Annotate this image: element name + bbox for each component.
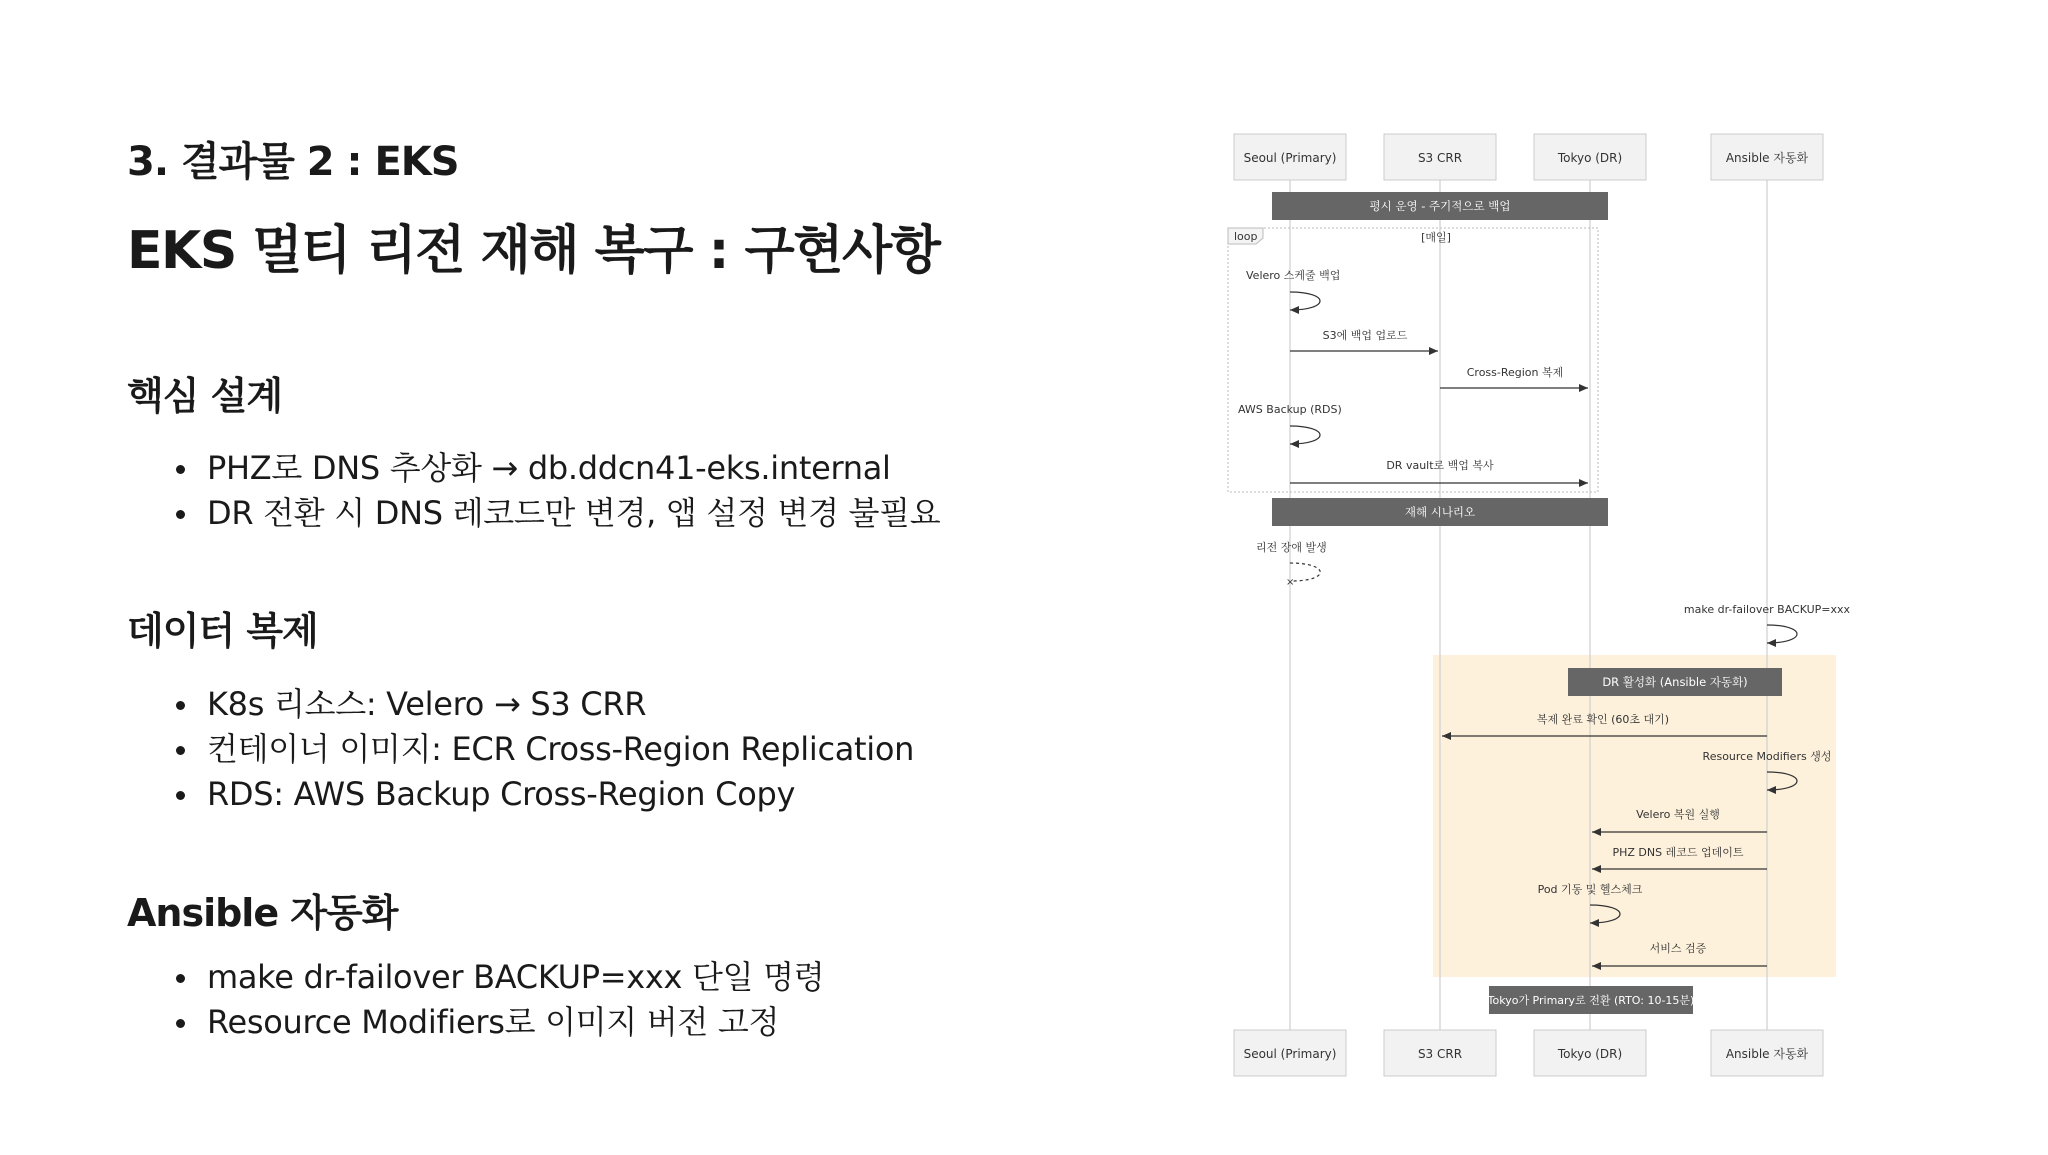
msg-s3-upload — [1290, 328, 1438, 351]
msg-velero-schedule — [1246, 268, 1340, 310]
loop-frame — [1228, 228, 1598, 492]
final-note — [1487, 986, 1695, 1014]
loop-condition: [매일] — [1421, 231, 1451, 244]
svg-text:Velero 스케줄 백업: Velero 스케줄 백업 — [1246, 269, 1341, 282]
svg-text:PHZ DNS 레코드 업데이트: PHZ DNS 레코드 업데이트 — [1612, 846, 1744, 859]
svg-text:Ansible 자동화: Ansible 자동화 — [1725, 1047, 1809, 1061]
participant-seoul — [1234, 1030, 1346, 1076]
list-item: K8s 리소스: Velero → S3 CRR — [207, 682, 914, 727]
svg-text:×: × — [1286, 577, 1295, 588]
svg-text:Tokyo가 Primary로 전환 (RTO: 10-15: Tokyo가 Primary로 전환 (RTO: 10-15분) — [1487, 994, 1695, 1007]
svg-text:DR 활성화 (Ansible 자동화): DR 활성화 (Ansible 자동화) — [1602, 675, 1748, 689]
page-title: EKS 멀티 리전 재해 복구 : 구현사항 — [127, 221, 940, 281]
participant-s3 — [1384, 134, 1496, 180]
sequence-diagram — [1200, 120, 1860, 1090]
svg-text:Tokyo (DR): Tokyo (DR) — [1557, 151, 1623, 165]
svg-text:AWS Backup (RDS): AWS Backup (RDS) — [1238, 403, 1342, 416]
participant-s3 — [1384, 1030, 1496, 1076]
participant-tokyo — [1534, 1030, 1646, 1076]
ansible-list — [127, 955, 824, 1045]
section-heading-ansible: Ansible 자동화 — [127, 891, 398, 935]
phase-activation-note — [1568, 668, 1782, 696]
svg-text:S3에 백업 업로드: S3에 백업 업로드 — [1322, 329, 1408, 342]
svg-text:Resource Modifiers 생성: Resource Modifiers 생성 — [1702, 750, 1832, 763]
section-heading-data-replication: 데이터 복제 — [127, 609, 318, 653]
data-replication-list — [127, 682, 914, 817]
list-item: DR 전환 시 DNS 레코드만 변경, 앱 설정 변경 불필요 — [207, 491, 940, 536]
svg-text:평시 운영 - 주기적으로 백업: 평시 운영 - 주기적으로 백업 — [1369, 199, 1511, 213]
dr-activation-region — [1433, 655, 1836, 977]
svg-text:서비스 검증: 서비스 검증 — [1649, 942, 1707, 955]
svg-text:Cross-Region 복제: Cross-Region 복제 — [1466, 366, 1564, 379]
participant-seoul — [1234, 134, 1346, 180]
phase-disaster-note — [1272, 498, 1608, 526]
svg-text:Tokyo (DR): Tokyo (DR) — [1557, 1047, 1623, 1061]
svg-text:Seoul (Primary): Seoul (Primary) — [1243, 151, 1337, 165]
svg-text:리전 장애 발생: 리전 장애 발생 — [1256, 541, 1327, 554]
participants-bottom — [1234, 1030, 1823, 1076]
list-item: PHZ로 DNS 추상화 → db.ddcn41-eks.internal — [207, 446, 940, 491]
svg-text:재해 시나리오: 재해 시나리오 — [1404, 505, 1476, 519]
loop-label: loop — [1234, 230, 1258, 243]
svg-text:Velero 복원 실행: Velero 복원 실행 — [1636, 808, 1720, 821]
section-heading-core-design: 핵심 설계 — [127, 374, 283, 418]
list-item: 컨테이너 이미지: ECR Cross-Region Replication — [207, 727, 914, 772]
svg-text:복제 완료 확인 (60초 대기): 복제 완료 확인 (60초 대기) — [1536, 713, 1670, 726]
core-design-list — [127, 446, 940, 536]
svg-text:make dr-failover BACKUP=xxx: make dr-failover BACKUP=xxx — [1683, 603, 1851, 616]
section-label: 3. 결과물 2 : EKS — [127, 139, 459, 185]
list-item: RDS: AWS Backup Cross-Region Copy — [207, 772, 914, 817]
svg-text:Pod 기동 및 헬스체크: Pod 기동 및 헬스체크 — [1537, 883, 1643, 896]
list-item: make dr-failover BACKUP=xxx 단일 명령 — [207, 955, 824, 1000]
phase-normal-note — [1272, 192, 1608, 220]
msg-dr-vault — [1290, 458, 1588, 483]
svg-text:S3 CRR: S3 CRR — [1417, 151, 1463, 165]
participant-ansible — [1711, 1030, 1823, 1076]
svg-text:DR vault로 백업 복사: DR vault로 백업 복사 — [1386, 459, 1494, 472]
participant-ansible — [1711, 134, 1823, 180]
msg-region-failure — [1256, 540, 1327, 588]
msg-cross-region — [1440, 365, 1588, 388]
svg-text:Ansible 자동화: Ansible 자동화 — [1725, 151, 1809, 165]
participants-top — [1234, 134, 1823, 180]
participant-tokyo — [1534, 134, 1646, 180]
svg-text:Seoul (Primary): Seoul (Primary) — [1243, 1047, 1337, 1061]
list-item: Resource Modifiers로 이미지 버전 고정 — [207, 1000, 824, 1045]
svg-text:S3 CRR: S3 CRR — [1417, 1047, 1463, 1061]
